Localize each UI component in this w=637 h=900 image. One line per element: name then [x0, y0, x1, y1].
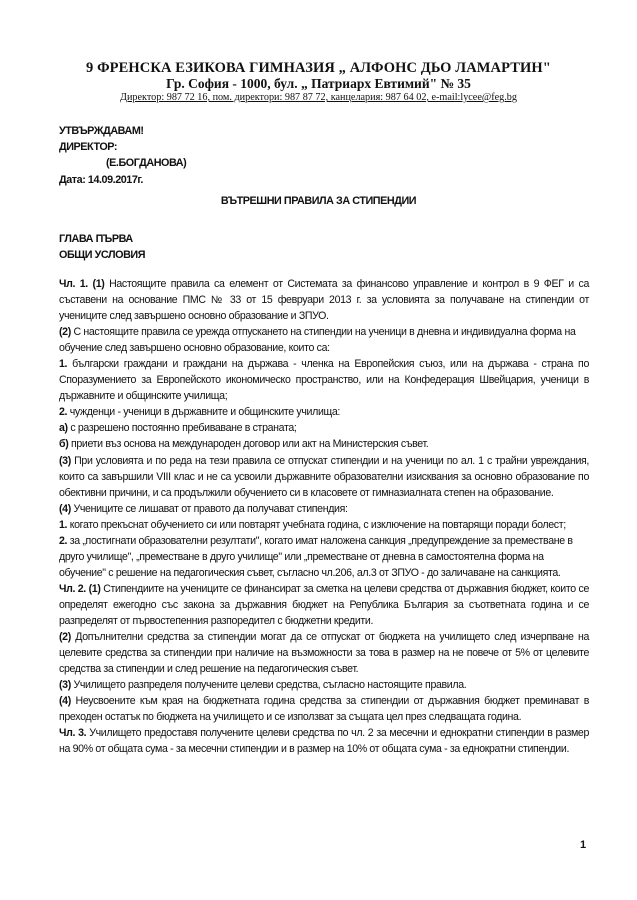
document-title: ВЪТРЕШНИ ПРАВИЛА ЗА СТИПЕНДИИ [220, 195, 417, 207]
paragraph [59, 356, 589, 404]
paragraph-lead: (4) [59, 695, 71, 708]
letterhead [0, 60, 637, 104]
approve-label: УТВЪРЖДАВАМ! [59, 125, 144, 137]
approval-block [59, 123, 186, 188]
paragraph-text: чужденци - ученици в държавните и общинските училища: [67, 406, 341, 419]
approval-date: Дата: 14.09.2017г. [59, 173, 143, 186]
chapter-title: ОБЩИ УСЛОВИЯ [59, 248, 146, 261]
paragraph-text: Учениците се лишават от правото да получават стипендия: [70, 502, 348, 515]
paragraph [59, 501, 589, 517]
paragraph-lead: (3) [59, 679, 71, 692]
paragraph-lead: б) [59, 438, 69, 451]
paragraph-lead: 1. [59, 518, 68, 531]
paragraph [59, 324, 589, 356]
paragraph [59, 725, 589, 757]
paragraph-lead: (3) [59, 454, 71, 467]
paragraph-lead: (2) [59, 326, 71, 339]
paragraph-lead: (4) [59, 502, 71, 515]
paragraph [59, 453, 589, 501]
paragraph [59, 693, 589, 725]
paragraph-text: Училището предоставя получените целеви средства по чл. 2 за месечни и еднократни стипендии в размер на 90% от общата сума - за месечни стипендии и в размер на 10% от общата сума - за еднократни стипендии. [59, 727, 589, 756]
paragraph-lead: а) [59, 422, 68, 435]
director-name: (Е.БОГДАНОВА) [106, 157, 187, 170]
paragraph-lead: 2. [59, 406, 68, 419]
paragraph-text: с разрешено постоянно пребиваване в страната; [67, 422, 297, 435]
paragraph [59, 404, 589, 420]
chapter-number: ГЛАВА ПЪРВА [59, 233, 133, 245]
paragraph-lead: Чл. 2. (1) [59, 582, 101, 595]
paragraph-text: български граждани и граждани на държава - членка на Европейския съюз, или на държава - страна по Споразумението за Европейското икономическо пространство, или на Конфедерация Швейцария, ученици в държавните и общинските училища; [59, 358, 589, 403]
paragraph-lead: 2. [59, 534, 68, 547]
director-label: ДИРЕКТОР: [59, 141, 118, 154]
paragraph-text: Стипендиите на учениците се финансират за сметка на целеви средства от държавния бюджет, които се определят ежегодно със закона за държавния бюджет на Република България за съответната година и се разпределят от първостепенния разпоредител с бюджетни кредити. [59, 582, 589, 627]
chapter-heading [59, 232, 145, 263]
paragraph-text: за „постигнати образователни резултати", когато имат наложена санкция „предупреждение за преместване в друго училище", „преместване в друго училище" или „преместване от дневна в самостоятелна форма на обучение" с решение на педагогическия съвет, съгласно чл.206, ал.3 от ЗПУО - до заличаване на санкцията. [59, 534, 573, 579]
paragraph [59, 629, 589, 677]
paragraph-text: Допълнителни средства за стипендии могат да се отпускат от бюджета на училището след изчерпване на целевите средства за стипендии при наличие на възможности за това в размер на не повече от 5% от целевите средства за стипендии и след решение на педагогическия съвет. [59, 631, 589, 676]
paragraph [59, 276, 589, 324]
paragraph-text: При условията и по реда на тези правила се отпускат стипендии и на ученици по ал. 1 с трайни увреждания, които са завършили VIII клас и не са усвоили държавните образователни изисквания за основно образование по обективни причини, и са продължили обучението си в класовете от гимназиалната степен на образование. [59, 454, 589, 499]
paragraph-lead: Чл. 1. (1) [59, 278, 105, 290]
paragraph-text: приети въз основа на международен договор или акт на Министерския съвет. [68, 438, 429, 451]
paragraph [59, 436, 589, 452]
paragraph [59, 420, 589, 436]
paragraph [59, 533, 589, 581]
school-address: Гр. София - 1000, бул. „ Патриарх Евтимий" № 35 [166, 76, 471, 91]
paragraph [59, 581, 589, 629]
page-number: 1 [580, 839, 587, 851]
paragraph-text: Неусвоените към края на бюджетната година средства за стипендии от държавния бюджет преминават в преходен остатък по бюджета на училището и се използват за същата цел през следващата година. [59, 695, 589, 724]
paragraph [59, 517, 589, 533]
paragraph-text: С настоящите правила се урежда отпускането на стипендии на ученици в дневна и индивидуална форма на обучение след завършено основно образование, които са: [59, 326, 576, 355]
paragraph-lead: (2) [59, 631, 71, 644]
document-body [59, 276, 589, 757]
school-contacts: Директор: 987 72 16, пом. директори: 987 87 72, канцелария: 987 64 02, e-mail:lycee@feg.bg [120, 92, 517, 103]
paragraph-text: когато прекъснат обучението си или повтарят учебната година, с изключение на повтарящи поради болест; [67, 518, 566, 531]
paragraph-text: Настоящите правила са елемент от Системата за финансово управление и контрол в 9 ФЕГ и са съставени на основание ПМС № 33 от 15 февруари 2013 г. за условията за получаване на стипендии от учениците след завършено основно образование и ЗПУО. [59, 278, 589, 323]
paragraph [59, 677, 589, 693]
paragraph-lead: Чл. 3. [59, 727, 87, 740]
paragraph-lead: 1. [59, 358, 68, 371]
school-name: 9 ФРЕНСКА ЕЗИКОВА ГИМНАЗИЯ „ АЛФОНС ДЬО ЛАМАРТИН" [86, 60, 551, 76]
paragraph-text: Училището разпределя получените целеви средства, съгласно настоящите правила. [70, 679, 467, 692]
